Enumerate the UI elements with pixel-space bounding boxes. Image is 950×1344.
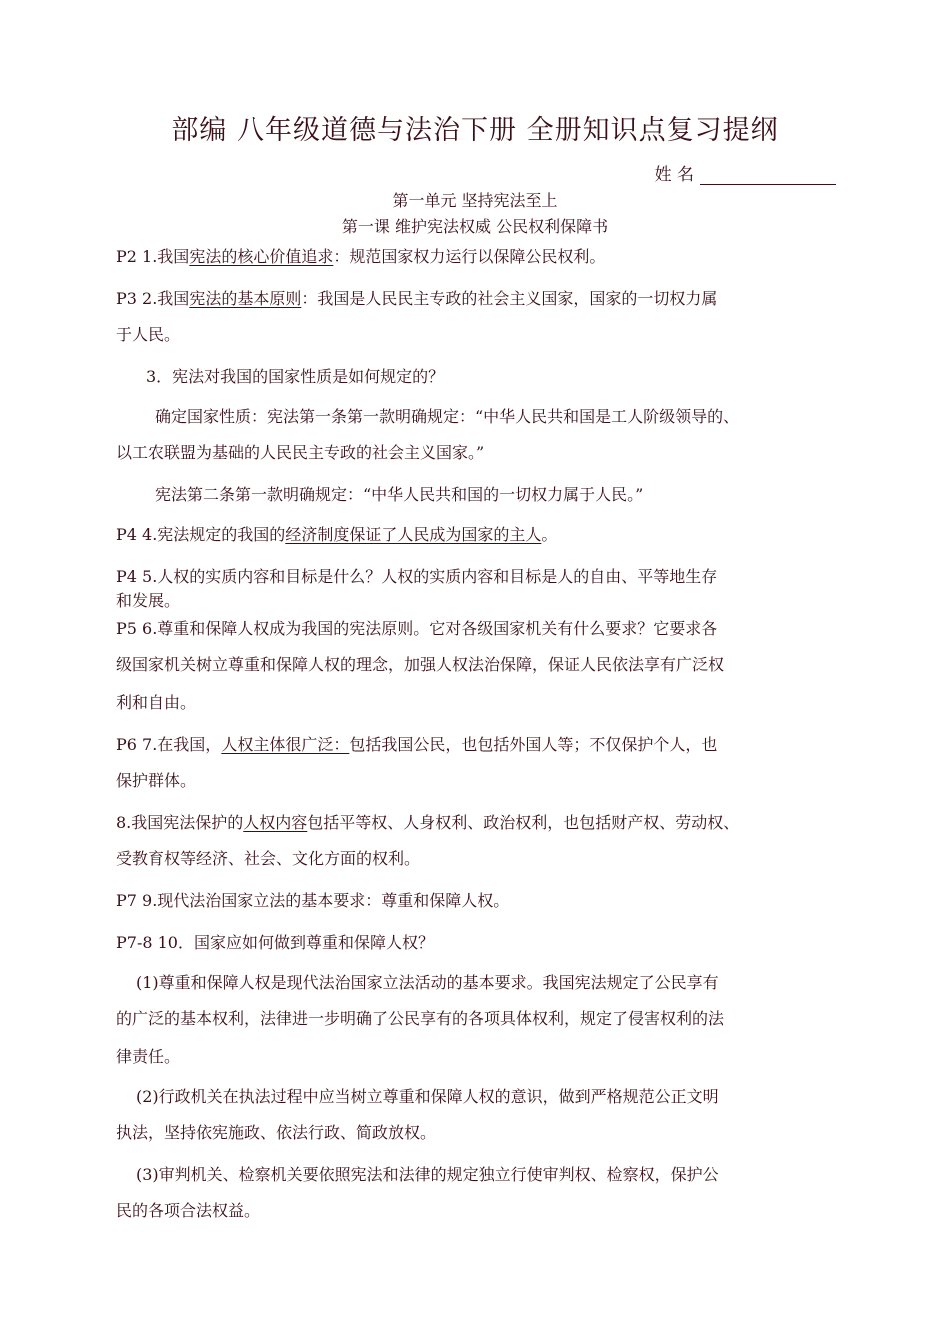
paragraph-line: 保护群体。: [116, 771, 197, 790]
paragraph-line: 民的各项合法权益。: [116, 1201, 261, 1220]
underlined-key-term: 宪法的基本原则: [189, 289, 302, 308]
text-run: 。: [541, 525, 558, 544]
underlined-key-term: 人权主体很广泛：: [221, 735, 350, 754]
paragraph-line: 和发展。: [116, 591, 181, 610]
paragraph-line: [116, 522, 838, 545]
paragraph-line: P7 9.现代法治国家立法的基本要求：尊重和保障人权。: [116, 891, 510, 910]
paragraph-line: (2)行政机关在执法过程中应当树立尊重和保障人权的意识，做到严格规范公正文明: [136, 1087, 719, 1106]
paragraph-line: [116, 810, 838, 833]
document-title: 部编 八年级道德与法治下册 全册知识点复习提纲: [171, 115, 779, 146]
text-run: P4 4.宪法规定的我国的: [116, 525, 286, 544]
paragraph-line: 的广泛的基本权利，法律进一步明确了公民享有的各项具体权利，规定了侵害权利的法: [116, 1009, 725, 1028]
paragraph-line: 级国家机关树立尊重和保障人权的理念，加强人权法治保障，保证人民依法享有广泛权: [116, 655, 725, 674]
paragraph-line: 于人民。: [116, 325, 181, 344]
text-run: 包括我国公民，也包括外国人等；不仅保护个人，也: [349, 735, 718, 754]
paragraph-line: [116, 244, 838, 267]
text-run: 8.我国宪法保护的: [116, 813, 244, 832]
text-run: ：规范国家权力运行以保障公民权利。: [333, 247, 606, 266]
text-run: ：我国是人民民主专政的社会主义国家，国家的一切权力属: [301, 289, 718, 308]
question-line: P7-8 10．国家应如何做到尊重和保障人权？: [116, 933, 434, 952]
paragraph-line: 确定国家性质：宪法第一条第一款明确规定：“中华人民共和国是工人阶级领导的、: [155, 407, 740, 426]
text-run: P2 1.我国: [116, 247, 190, 266]
text-run: P3 2.我国: [116, 289, 190, 308]
paragraph-line: 受教育权等经济、社会、文化方面的权利。: [116, 849, 421, 868]
underlined-key-term: 经济制度保证了人民成为国家的主人: [285, 525, 542, 544]
name-field: [655, 160, 836, 185]
paragraph-line: 律责任。: [116, 1047, 181, 1066]
name-label: 姓 名: [654, 165, 694, 185]
paragraph-line: (1)尊重和保障人权是现代法治国家立法活动的基本要求。我国宪法规定了公民享有: [136, 973, 719, 992]
name-blank-line[interactable]: [700, 166, 836, 185]
underlined-key-term: 宪法的核心价值追求: [189, 247, 334, 266]
paragraph-line: 宪法第二条第一款明确规定：“中华人民共和国的一切权力属于人民。”: [155, 485, 644, 504]
paragraph-line: [116, 286, 838, 309]
text-run: 包括平等权、人身权利、政治权利，也包括财产权、劳动权、: [307, 813, 740, 832]
underlined-key-term: 人权内容: [243, 813, 308, 832]
paragraph-line: P5 6.尊重和保障人权成为我国的宪法原则。它对各级国家机关有什么要求？它要求各: [116, 619, 718, 638]
question-line: 3．宪法对我国的国家性质是如何规定的？: [146, 367, 445, 386]
paragraph-line: 利和自由。: [116, 693, 197, 712]
unit-heading: 第一单元 坚持宪法至上: [392, 191, 558, 210]
paragraph-line: (3)审判机关、检察机关要依照宪法和法律的规定独立行使审判权、检察权，保护公: [136, 1165, 719, 1184]
paragraph-line: 执法，坚持依宪施政、依法行政、简政放权。: [116, 1123, 437, 1142]
lesson-heading: 第一课 维护宪法权威 公民权利保障书: [341, 217, 609, 236]
paragraph-line: [116, 732, 838, 755]
paragraph-line: P4 5.人权的实质内容和目标是什么？人权的实质内容和目标是人的自由、平等地生存: [116, 567, 718, 586]
paragraph-line: 以工农联盟为基础的人民民主专政的社会主义国家。”: [116, 443, 485, 462]
text-run: P6 7.在我国，: [116, 735, 222, 754]
